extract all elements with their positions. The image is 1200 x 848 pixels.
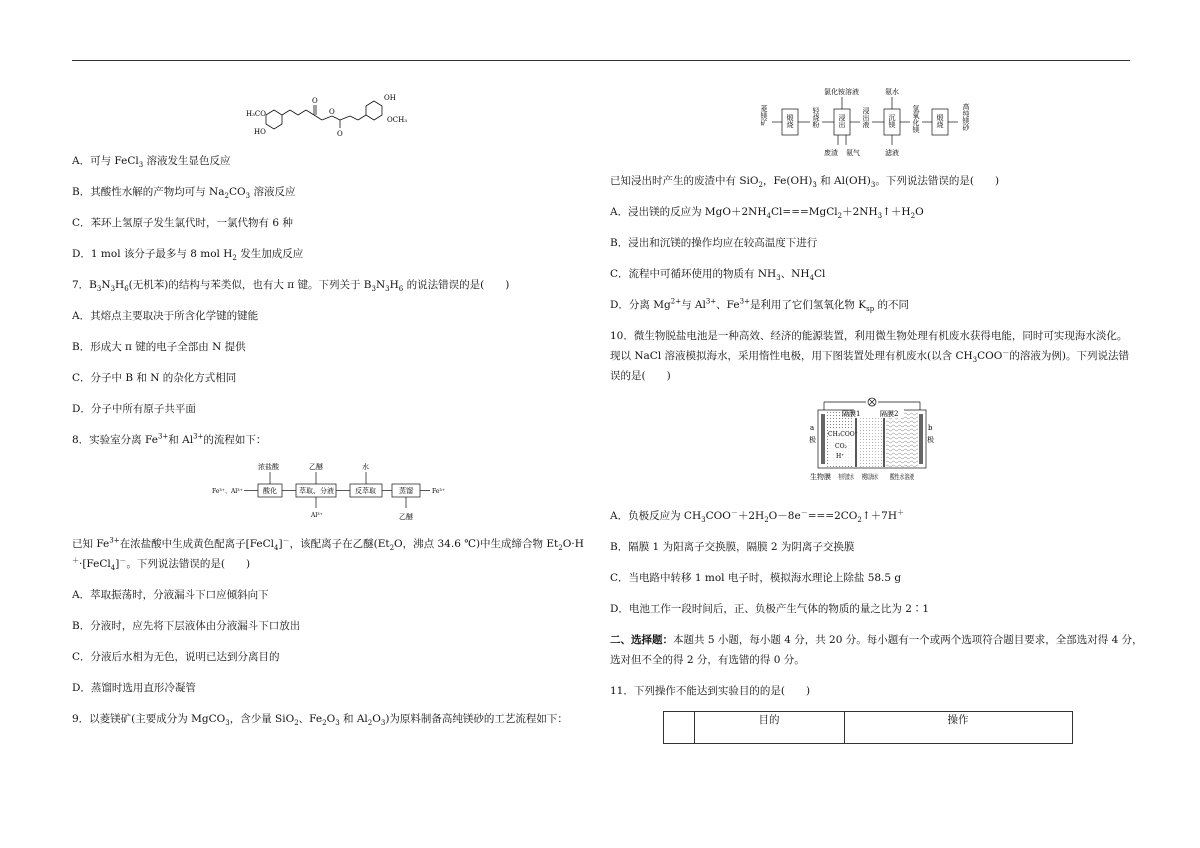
q6-option-a: A．可与 FeCl$_3$ 溶液发生显色反应 — [72, 155, 231, 170]
q8-option-b: B．分液时，应先将下层液体由分液漏斗下口放出 — [72, 620, 301, 632]
cell-inner-2: H⁺ — [836, 453, 845, 460]
q9-option-c: C．流程中可循环使用的物质有 $NH_3$、$NH_4Cl$ — [610, 268, 826, 283]
q7-stem: 7．$B_3N_3H_6$(无机苯)的结构与苯类似，也有大 π 键。下列关于 $B_3N_3H_6$ 的说法错误的是( ) — [72, 279, 510, 294]
q8-stem: 8．实验室分离 $Fe^{3+}$和 $Al^{3+}$的流程如下： — [72, 432, 267, 446]
mol-label-0: H₃CO — [246, 110, 267, 118]
molecule-structure — [242, 90, 427, 140]
membrane2-label: 隔膜2 — [880, 410, 899, 418]
q8-flow-top-1: 乙醚 — [309, 463, 323, 471]
q9-flow-input: 菱镁矿 — [760, 105, 768, 126]
q7-option-b: B．形成大 π 键的电子全部由 N 提供 — [72, 341, 246, 353]
cell-bottom-1: 有机废水 — [838, 473, 866, 481]
q10-cell-figure — [802, 396, 942, 496]
membrane1-label: 隔膜1 — [842, 410, 861, 418]
q9-option-d: D．分离 $Mg^{2+}$与 $Al^{3+}$、$Fe^{3+}$是利用了它们氢氧化物 $K_{sp}$ 的不同 — [610, 297, 910, 314]
electrode-b — [919, 414, 923, 464]
q9-option-b: B．浸出和沉镁的操作均应在较高温度下进行 — [610, 237, 818, 249]
q11-table-header-purpose: 目的 — [694, 712, 845, 743]
q10-stem-line3: 误的是( ) — [610, 370, 671, 382]
section2-instructions-2: 选对但不全的得 2 分，有选错的得 0 分。 — [610, 654, 805, 666]
cell-inner-1: CO₂ — [835, 443, 847, 450]
cell-bottom-2: 模拟海水 — [862, 473, 890, 481]
q8-flow-box-0: 酸化 — [263, 487, 277, 495]
q8-flow-output: Fe³⁺ — [432, 488, 445, 495]
section2-heading — [610, 633, 1143, 647]
q8-flow-diagram — [212, 458, 452, 523]
mol-label-4: O — [337, 130, 343, 138]
q9-flow-box-0: 煅烧 — [786, 114, 794, 128]
q9-flow-mid-2: 氢氧化镁 — [912, 105, 920, 133]
electrode-b-label-1: 极 — [927, 436, 934, 444]
electrode-a-label-0: a — [810, 424, 815, 432]
electrode-a — [821, 414, 825, 464]
q10-option-b: B．隔膜 1 为阳离子交换膜，隔膜 2 为阴离子交换膜 — [610, 541, 855, 553]
header-rule — [72, 60, 1130, 61]
q9-flow-box-3: 煅烧 — [936, 114, 944, 128]
q8-flow-box-1: 萃取、分液 — [299, 487, 334, 495]
cell-inner-0: CH₃COO⁻ — [828, 431, 858, 438]
electrode-b-label-0: b — [928, 424, 933, 432]
mol-label-2: O — [312, 97, 318, 105]
mol-label-1: HO — [254, 128, 266, 136]
q11-table — [663, 711, 1073, 744]
mol-label-6: OCH₃ — [387, 116, 408, 124]
q10-option-a: A．负极反应为 $CH_3COO^-+2H_2O-8e^-===2CO_2↑+7H^+$ — [610, 508, 905, 525]
cathode-chamber — [886, 411, 918, 467]
q10-option-d: D．电池工作一段时间后，正、负极产生气体的物质的量之比为 2∶1 — [610, 603, 930, 615]
q11-table-header-operation: 操作 — [947, 714, 969, 726]
q8-flow-top-2: 水 — [362, 463, 369, 471]
q11-stem: 11．下列操作不能达到实验目的的是( ) — [610, 685, 811, 697]
q8-flow-input: Fe³⁺、Al³⁺ — [212, 488, 243, 495]
q11-table-header-blank — [664, 712, 695, 743]
q10-stem-line2: 现以 NaCl 溶液模拟海水，采用惰性电极，用下图装置处理有机废水(以含 $CH_3COO^-$的溶液为例)。下列说法错 — [610, 348, 1129, 365]
seawater-chamber — [858, 411, 882, 467]
mol-label-5: OH — [384, 94, 396, 102]
q8-flow-top-0: 浓盐酸 — [258, 463, 279, 471]
q8-flow-bottom-1: 乙醚 — [399, 513, 413, 521]
q8-option-d: D．蒸馏时选用直形冷凝管 — [72, 682, 196, 694]
q7-option-d: D．分子中所有原子共平面 — [72, 403, 196, 415]
q9-flow-mid-0: 轻烧粉 — [812, 107, 820, 128]
q9-flow-top-0: 氯化铵溶液 — [824, 88, 859, 96]
q8-given-line1: 已知 $Fe^{3+}$在浓盐酸中生成黄色配离子[FeCl$_4$]－，该配离子在乙醚($Et_2O$，沸点 34.6 ℃)中生成缔合物 $Et_2O\cdot H$ — [72, 536, 584, 553]
q9-flow-diagram — [760, 85, 980, 160]
cell-bottom-3: 酸性水溶液 — [890, 473, 925, 481]
q7-option-c: C．分子中 B 和 N 的杂化方式相同 — [72, 372, 237, 384]
q10-stem-line1: 10．微生物脱盐电池是一种高效、经济的能源装置，利用微生物处理有机废水获得电能，同时可实现海水淡化。 — [610, 330, 1128, 342]
q9-flow-bottom-0: 废渣 — [824, 149, 838, 157]
q9-flow-output: 高纯镁砂 — [962, 103, 970, 131]
q7-option-a: A．其熔点主要取决于所含化学键的键能 — [72, 310, 259, 322]
q8-flow-box-3: 蒸馏 — [399, 487, 413, 495]
section2-title: 二、选择题： — [610, 634, 673, 646]
q8-flow-box-2: 反萃取 — [355, 487, 376, 495]
electrode-a-label-1: 极 — [809, 436, 816, 444]
q9-option-a: A．浸出镁的反应为 $MgO+2NH_4Cl===MgCl_2+2NH_3↑+H_2O$ — [610, 206, 924, 221]
q9-flow-box-2: 沉镁 — [888, 114, 896, 128]
mol-label-3: O — [329, 108, 335, 116]
q9-flow-bottom-1: 氨气 — [846, 149, 860, 157]
q9-flow-mid-1: 浸出液 — [862, 107, 870, 128]
q9-given: 已知浸出时产生的废渣中有 SiO$_2$，$Fe(OH)_3$ 和 $Al(OH)_3$。下列说法错误的是( ) — [610, 175, 1000, 190]
q8-flow-bottom-0: Al³⁺ — [311, 512, 323, 519]
q9-stem: 9．以菱镁矿(主要成分为 MgCO$_3$，含少量 SiO$_2$、$Fe_2O_3$ 和 $Al_2O_3$)为原料制备高纯镁砂的工艺流程如下： — [72, 713, 568, 728]
q8-given-line2: ＋·[FeCl$_4$]－。下列说法错误的是( ) — [72, 556, 251, 573]
q6-option-b: B．其酸性水解的产物均可与 $Na_2CO_3$ 溶液反应 — [72, 186, 296, 201]
q6-option-c: C．苯环上氢原子发生氯代时，一氯代物有 6 种 — [72, 217, 293, 229]
q8-option-a: A．萃取振荡时，分液漏斗下口应倾斜向下 — [72, 589, 269, 601]
q9-flow-top-1: 氨水 — [885, 88, 899, 96]
q8-option-c: C．分液后水相为无色，说明已达到分离目的 — [72, 651, 280, 663]
q6-option-d: D．1 mol 该分子最多与 8 mol $H_2$ 发生加成反应 — [72, 248, 304, 263]
section2-instructions: 本题共 5 小题，每小题 4 分，共 20 分。每小题有一个或两个选项符合题目要求，全部选对得 4 分， — [673, 634, 1143, 646]
cell-bottom-0: 生物膜 — [810, 473, 831, 481]
q9-flow-bottom-2: 滤液 — [885, 149, 899, 157]
q10-option-c: C．当电路中转移 1 mol 电子时，模拟海水理论上除盐 58.5 g — [610, 572, 902, 584]
q9-flow-box-1: 浸出 — [838, 114, 846, 128]
